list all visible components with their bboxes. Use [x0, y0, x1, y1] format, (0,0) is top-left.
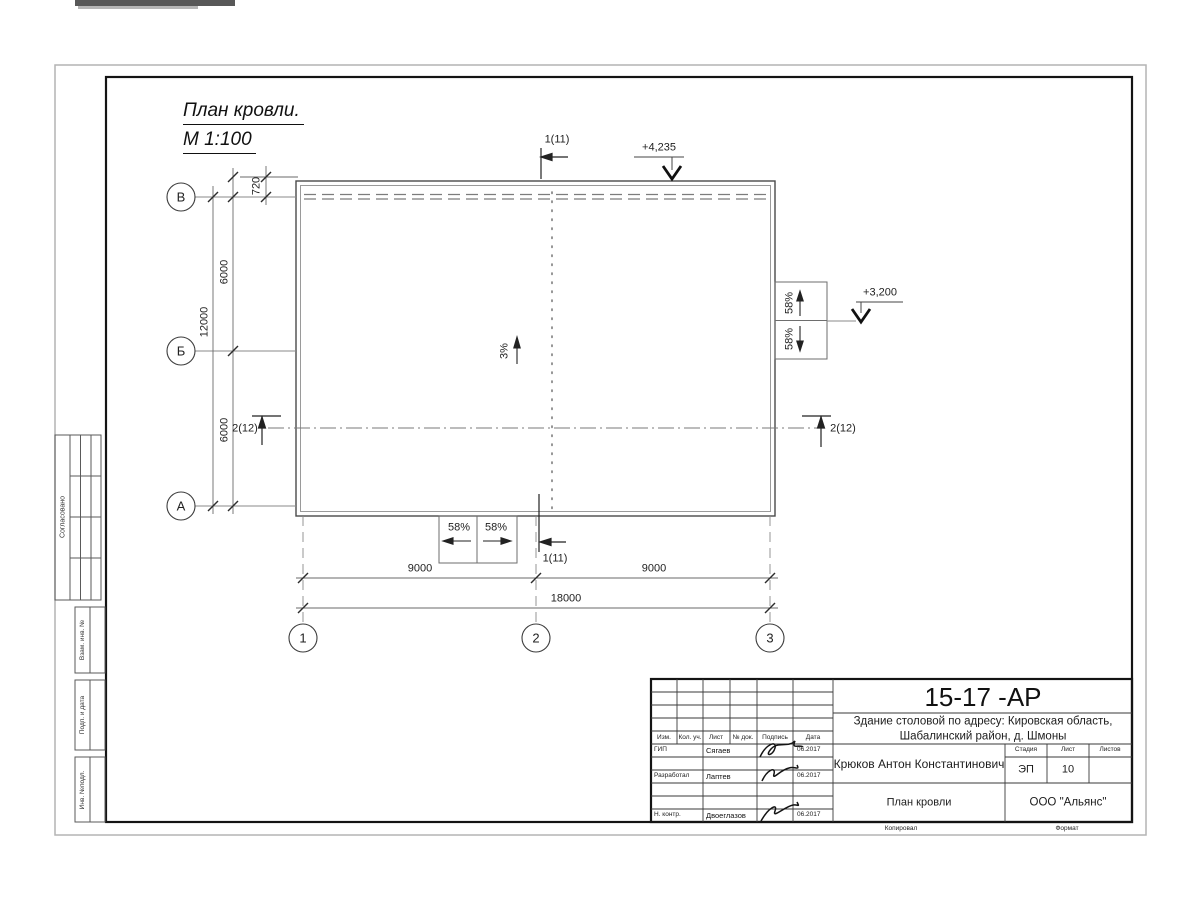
- axis-lines: [195, 197, 770, 624]
- section-label-2-left: 2(12): [232, 422, 258, 435]
- roof-outline: [296, 181, 775, 516]
- dim-6000-bottom: 6000: [218, 417, 231, 443]
- dim-18000: 18000: [550, 592, 582, 605]
- dimension-ticks: [208, 172, 775, 613]
- dimension-lines: [213, 166, 778, 608]
- elevation-canopy-label: +3,200: [863, 286, 897, 299]
- col-kol: Кол. уч.: [678, 733, 702, 741]
- row-nk-date: 06.2017: [797, 811, 821, 818]
- axis-label-a: А: [176, 498, 186, 514]
- sheet-value: 10: [1061, 763, 1075, 776]
- col-doc: № док.: [732, 733, 754, 741]
- slope-canopy-rt: 58%: [783, 291, 796, 315]
- row-nk-name: Двоеглазов: [706, 811, 746, 820]
- doc-number: 15-17 -АР: [924, 682, 1042, 712]
- col-sign: Подпись: [762, 733, 788, 741]
- stage-header: Стадия: [1014, 745, 1038, 753]
- dim-720: 720: [250, 176, 263, 196]
- drawing-title-line1: План кровли.: [183, 100, 304, 125]
- axis-circles: [167, 183, 784, 652]
- row-gip-date: 06.2017: [797, 746, 821, 753]
- elevation-roof-label: +4,235: [642, 141, 676, 154]
- axis-label-b: Б: [176, 343, 186, 359]
- footer-kopiroval: Копировал: [884, 824, 918, 832]
- drawing-scale: М 1:100: [183, 129, 256, 154]
- slope-main-label: 3%: [498, 343, 511, 359]
- axis-label-3: 3: [766, 630, 774, 646]
- row-gip-name: Сягаев: [706, 746, 731, 755]
- slope-arrows: [443, 291, 803, 544]
- sheet-header: Лист: [1060, 745, 1076, 753]
- stage-value: ЭП: [1018, 763, 1034, 776]
- project-line2: Шабалинский район, д. Шмоны: [899, 730, 1067, 743]
- row-dev-date: 06.2017: [797, 772, 821, 779]
- sidebar-vzam-label: Взам. инв. №: [78, 619, 86, 661]
- chief-name: Крюков Антон Константинович: [833, 757, 1005, 771]
- company-name: ООО "Альянс": [1029, 796, 1107, 809]
- row-nk-role: Н. контр.: [654, 811, 681, 818]
- col-izm: Изм.: [657, 733, 671, 741]
- dim-6000-top: 6000: [218, 259, 231, 285]
- axis-label-1: 1: [299, 630, 307, 646]
- sheet-title: План кровли: [886, 796, 952, 809]
- row-gip-role: ГИП: [654, 746, 667, 753]
- signature-2: [762, 765, 798, 781]
- section-markers: [252, 148, 831, 552]
- sidebar-podp-label: Подп. и дата: [78, 695, 86, 735]
- axis-label-v: В: [176, 189, 186, 205]
- footer-format: Формат: [1055, 824, 1079, 832]
- dim-9000-right: 9000: [641, 562, 667, 575]
- project-line1: Здание столовой по адресу: Кировская область,: [853, 715, 1113, 728]
- col-date: Дата: [805, 733, 821, 741]
- row-dev-role: Разработал: [654, 772, 690, 779]
- axis-label-2: 2: [532, 630, 540, 646]
- section-label-1-bottom: 1(11): [542, 552, 568, 565]
- slope-canopy-br: 58%: [484, 521, 508, 534]
- col-list: Лист: [708, 733, 724, 741]
- sidebar-agreed-label: Согласовано: [59, 495, 67, 539]
- drawing-title: [183, 100, 304, 158]
- slope-canopy-bl: 58%: [447, 521, 471, 534]
- section-label-2-right: 2(12): [830, 422, 856, 435]
- row-dev-name: Лаптев: [706, 772, 731, 781]
- sheets-header: Листов: [1099, 745, 1121, 753]
- sidebar-inv-label: Инв. №подл.: [78, 770, 86, 810]
- section-label-1-top: 1(11): [544, 133, 570, 146]
- slope-canopy-rb: 58%: [783, 327, 796, 351]
- dim-12000: 12000: [198, 306, 211, 338]
- dim-9000-left: 9000: [407, 562, 433, 575]
